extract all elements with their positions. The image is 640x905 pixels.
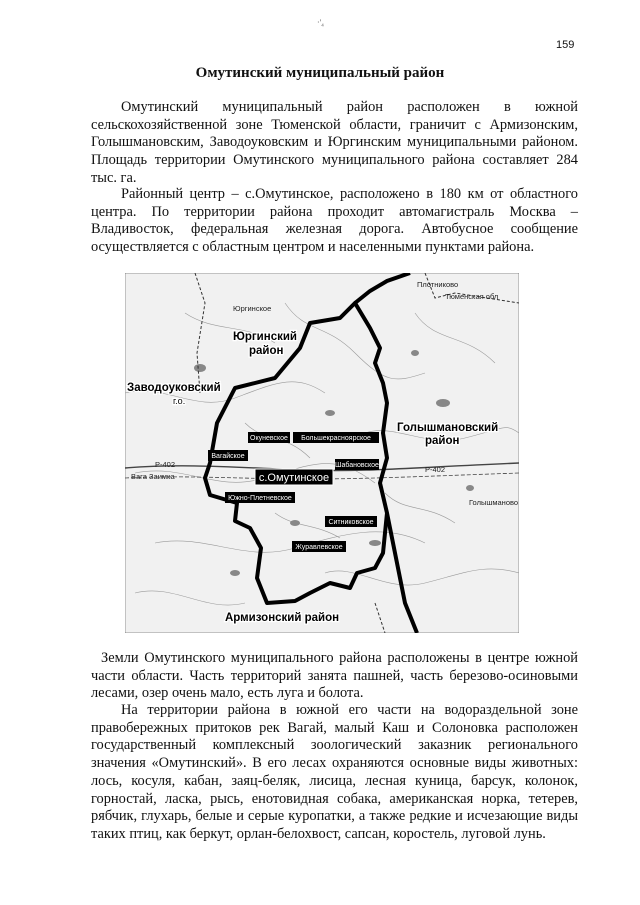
label-tyumen-obl: Тюменская обл — [445, 292, 499, 301]
settlement-zhuravlevskoe: Журавлевское — [295, 544, 343, 551]
settlement-bolshekrasnoyarskoe: Большекрасноярское — [301, 435, 371, 442]
label-zavodoukovsky-line1: Заводоуковский — [127, 382, 221, 394]
settlement-vagaiskoe: Вагайское — [211, 453, 245, 460]
label-golyshmanovo: Голышманово — [469, 498, 519, 507]
label-yurginsky-line1: Юргинский — [233, 331, 297, 343]
label-zavodoukovsky-line2: г.о. — [173, 396, 186, 406]
label-armizonsky: Армизонский район — [225, 612, 340, 624]
settlement-sitnikovskoe: Ситниковское — [328, 519, 374, 526]
label-yurginskoe: Юргинское — [233, 304, 272, 313]
label-road-r402-left: Р-402 — [155, 460, 176, 469]
page-title: Омутинский муниципальный район — [195, 65, 445, 81]
settlement-yuzhno-pletnevskoe: Южно-Плетневское — [228, 495, 292, 502]
paragraph-reserve: На территории района в южной его части на водораздельной зоне правобережных притоков рек Вагай, малый Каш и Солоновка расположен государственный комплексный зоологический заказник регионального значения «Омутинский». В его лесах охраняются основные виды животных: лось, косуля, кабан, заяц-беляк, лисица, лесная куница, барсук, колонок, горностай, ласка, рысь, енотовидная собака, американская норка, тетерев, рябчик, глухарь, белые и серые куропатки, а также редкие и исчезающие виды таких птиц, как беркут, орлан-белохвост, сапсан, коростель, луговой лунь. — [91, 702, 578, 842]
paragraph-center: Районный центр – с.Омутинское, расположено в 180 км от областного центра. По территории района проходит автомагистраль Москва – Владивосток, федеральная железная дорога. Автобусное сообщение осуществляется с областным центром и населенными пунктами района. — [91, 186, 578, 256]
label-plotnikovo: Плотниково — [417, 280, 459, 289]
label-golyshmanovsky-line1: Голышмановский — [397, 422, 499, 434]
label-road-r402-right: Р-402 — [425, 465, 446, 474]
label-yurginsky-line2: район — [249, 345, 284, 357]
settlement-shabanovskoe: Шабановское — [335, 462, 379, 469]
paragraph-lands: Земли Омутинского муниципального района расположены в центре южной части области. Часть территорий занята пашней, часть березово-осиновыми лесами, озер очень мало, есть луга и болота. — [91, 650, 578, 702]
district-map — [125, 273, 519, 633]
label-vaga-zaimka: Вага Заимка — [131, 472, 175, 481]
page-top-mark: ·'₄ — [317, 18, 324, 27]
page-number: 159 — [556, 39, 575, 51]
settlement-okunevskoe: Окуневское — [250, 435, 288, 442]
label-golyshmanovsky-line2: район — [425, 435, 460, 447]
district-center-label: с.Омутинское — [258, 472, 330, 484]
paragraph-location: Омутинский муниципальный район расположен в южной сельскохозяйственной зоне Тюменской области, граничит с Армизонским, Голышмановским, Заводоуковским и Юргинским муниципальными районом. Площадь территории Омутинского муниципального района составляет 284 тыс. га. — [91, 99, 578, 186]
